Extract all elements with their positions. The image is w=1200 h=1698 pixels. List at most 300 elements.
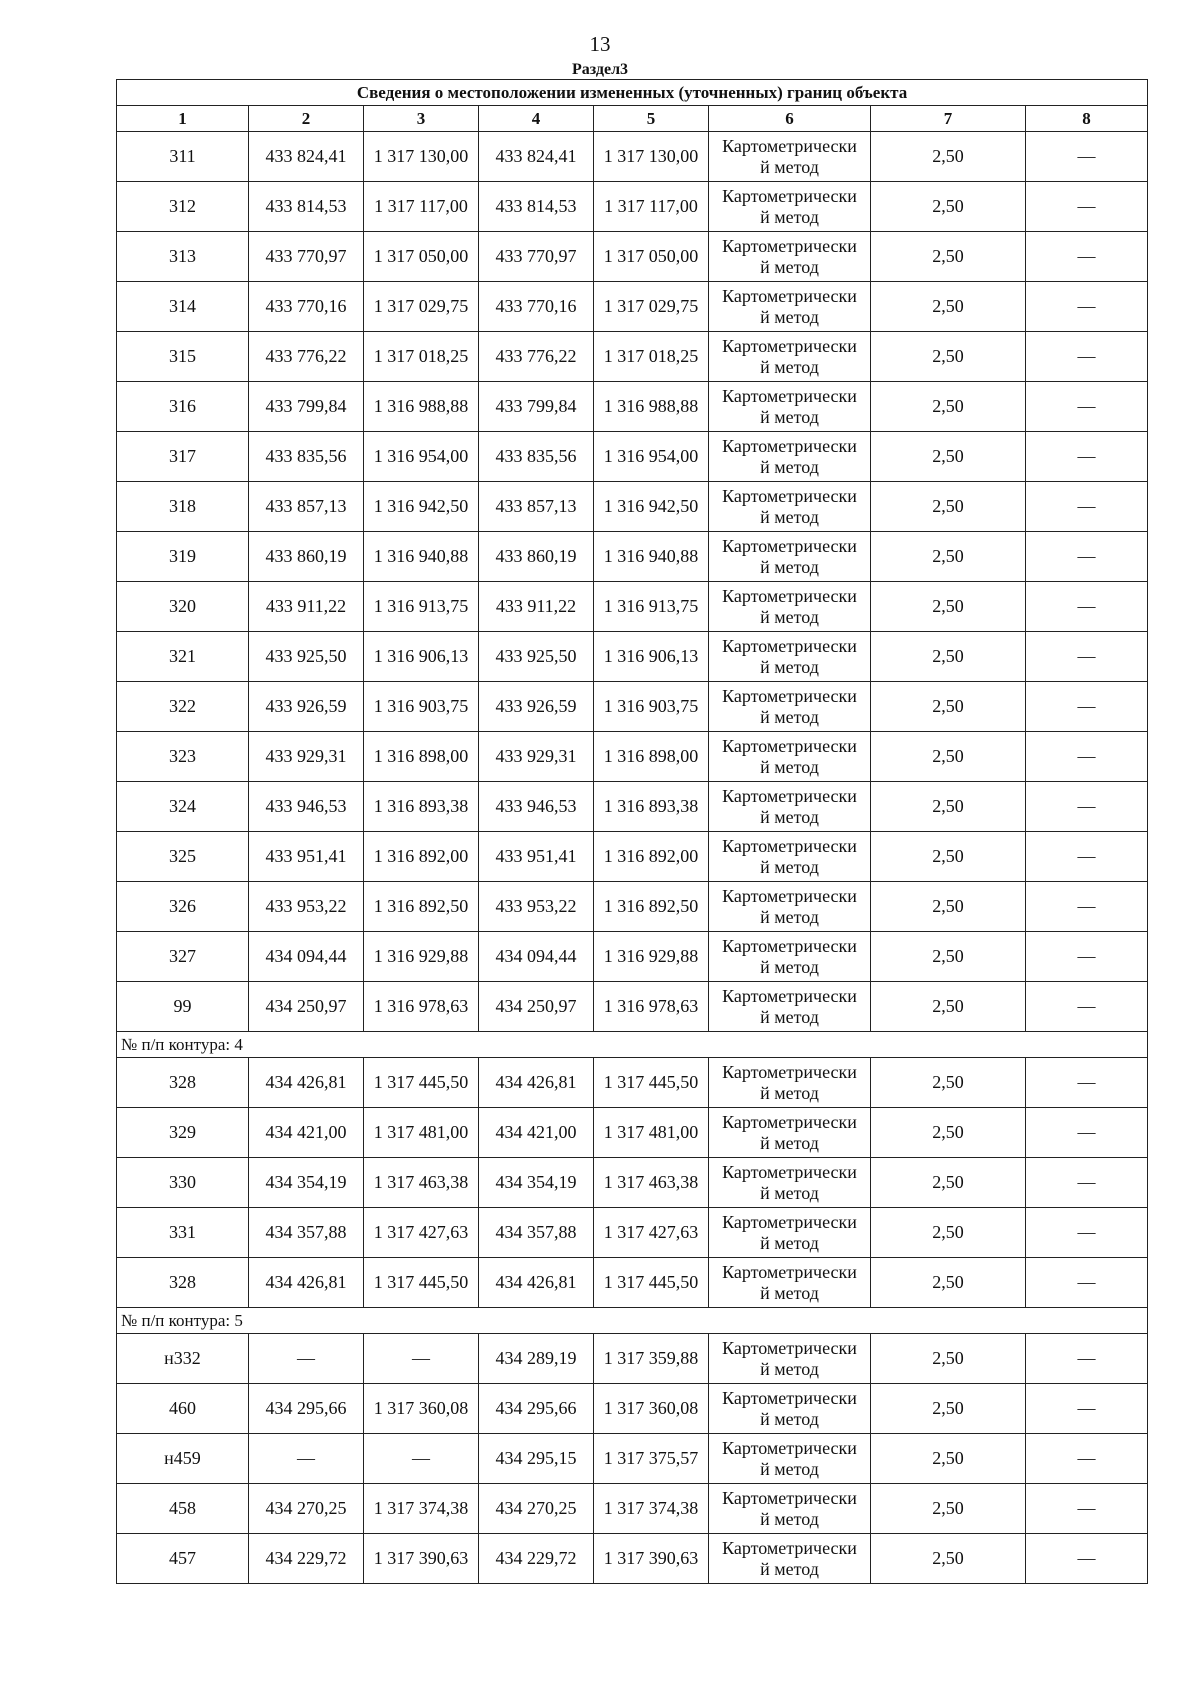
table-row xyxy=(117,832,1148,882)
old-x-cell: 434 421,00 xyxy=(249,1108,364,1158)
method-line: Картометрически xyxy=(722,385,857,406)
description-cell: — xyxy=(1026,1334,1148,1384)
description-cell: — xyxy=(1026,682,1148,732)
method-cell xyxy=(709,732,871,782)
method-line: Картометрически xyxy=(722,985,857,1006)
method-line: й метод xyxy=(760,1408,819,1429)
method-cell xyxy=(709,582,871,632)
table-row xyxy=(117,1384,1148,1434)
method-cell xyxy=(709,1158,871,1208)
accuracy-cell: 2,50 xyxy=(871,1108,1026,1158)
accuracy-cell: 2,50 xyxy=(871,182,1026,232)
accuracy-cell: 2,50 xyxy=(871,582,1026,632)
method-line: Картометрически xyxy=(722,735,857,756)
point-number-cell: 330 xyxy=(117,1158,249,1208)
new-y-cell: 1 316 892,50 xyxy=(594,882,709,932)
column-header: 6 xyxy=(709,106,871,132)
new-y-cell: 1 317 463,38 xyxy=(594,1158,709,1208)
method-line: й метод xyxy=(760,1082,819,1103)
method-cell xyxy=(709,932,871,982)
new-x-cell: 434 426,81 xyxy=(479,1258,594,1308)
description-cell: — xyxy=(1026,782,1148,832)
description-cell: — xyxy=(1026,282,1148,332)
method-cell xyxy=(709,232,871,282)
old-x-cell: — xyxy=(249,1334,364,1384)
method-line: й метод xyxy=(760,756,819,777)
point-number-cell: 319 xyxy=(117,532,249,582)
new-x-cell: 433 857,13 xyxy=(479,482,594,532)
method-line: Картометрически xyxy=(722,435,857,456)
old-y-cell: 1 317 390,63 xyxy=(364,1534,479,1584)
old-x-cell: 433 857,13 xyxy=(249,482,364,532)
method-line: й метод xyxy=(760,606,819,627)
method-line: й метод xyxy=(760,1458,819,1479)
new-x-cell: 433 814,53 xyxy=(479,182,594,232)
old-y-cell: 1 316 906,13 xyxy=(364,632,479,682)
method-line: Картометрически xyxy=(722,1437,857,1458)
description-cell: — xyxy=(1026,1108,1148,1158)
method-line: й метод xyxy=(760,1558,819,1579)
description-cell: — xyxy=(1026,332,1148,382)
new-x-cell: 433 926,59 xyxy=(479,682,594,732)
accuracy-cell: 2,50 xyxy=(871,332,1026,382)
old-y-cell: 1 317 445,50 xyxy=(364,1058,479,1108)
description-cell: — xyxy=(1026,132,1148,182)
old-y-cell: — xyxy=(364,1434,479,1484)
new-y-cell: 1 317 018,25 xyxy=(594,332,709,382)
method-cell xyxy=(709,382,871,432)
method-line: Картометрически xyxy=(722,1161,857,1182)
point-number-cell: 320 xyxy=(117,582,249,632)
table-row xyxy=(117,1334,1148,1384)
old-y-cell: 1 317 374,38 xyxy=(364,1484,479,1534)
old-x-cell: 434 250,97 xyxy=(249,982,364,1032)
new-y-cell: 1 316 913,75 xyxy=(594,582,709,632)
method-line: й метод xyxy=(760,1006,819,1027)
method-line: Картометрически xyxy=(722,835,857,856)
old-y-cell: 1 316 940,88 xyxy=(364,532,479,582)
old-x-cell: 433 951,41 xyxy=(249,832,364,882)
method-line: Картометрически xyxy=(722,885,857,906)
point-number-cell: 327 xyxy=(117,932,249,982)
old-y-cell: 1 317 050,00 xyxy=(364,232,479,282)
old-x-cell: 434 094,44 xyxy=(249,932,364,982)
method-line: Картометрически xyxy=(722,485,857,506)
contour-label: № п/п контура: 5 xyxy=(117,1308,1148,1334)
point-number-cell: 324 xyxy=(117,782,249,832)
accuracy-cell: 2,50 xyxy=(871,1434,1026,1484)
old-y-cell: 1 317 029,75 xyxy=(364,282,479,332)
new-x-cell: 434 357,88 xyxy=(479,1208,594,1258)
method-cell xyxy=(709,882,871,932)
new-y-cell: 1 317 445,50 xyxy=(594,1258,709,1308)
method-line: Картометрически xyxy=(722,585,857,606)
accuracy-cell: 2,50 xyxy=(871,1208,1026,1258)
old-x-cell: 434 229,72 xyxy=(249,1534,364,1584)
old-x-cell: — xyxy=(249,1434,364,1484)
method-cell xyxy=(709,832,871,882)
method-line: й метод xyxy=(760,556,819,577)
new-y-cell: 1 317 427,63 xyxy=(594,1208,709,1258)
new-y-cell: 1 317 481,00 xyxy=(594,1108,709,1158)
new-x-cell: 433 776,22 xyxy=(479,332,594,382)
point-number-cell: 323 xyxy=(117,732,249,782)
old-x-cell: 433 929,31 xyxy=(249,732,364,782)
method-line: Картометрически xyxy=(722,1337,857,1358)
method-cell xyxy=(709,332,871,382)
new-x-cell: 433 770,16 xyxy=(479,282,594,332)
description-cell: — xyxy=(1026,982,1148,1032)
description-cell: — xyxy=(1026,582,1148,632)
table-caption: Сведения о местоположении измененных (уточненных) границ объекта xyxy=(117,80,1148,106)
method-cell xyxy=(709,782,871,832)
accuracy-cell: 2,50 xyxy=(871,982,1026,1032)
method-line: Картометрически xyxy=(722,185,857,206)
method-cell xyxy=(709,982,871,1032)
method-line: й метод xyxy=(760,806,819,827)
method-line: й метод xyxy=(760,156,819,177)
description-cell: — xyxy=(1026,1158,1148,1208)
old-y-cell: 1 316 892,00 xyxy=(364,832,479,882)
point-number-cell: 460 xyxy=(117,1384,249,1434)
new-y-cell: 1 316 903,75 xyxy=(594,682,709,732)
table-row xyxy=(117,582,1148,632)
table-row xyxy=(117,132,1148,182)
new-y-cell: 1 316 929,88 xyxy=(594,932,709,982)
old-x-cell: 434 270,25 xyxy=(249,1484,364,1534)
new-x-cell: 434 270,25 xyxy=(479,1484,594,1534)
new-x-cell: 434 354,19 xyxy=(479,1158,594,1208)
old-y-cell: 1 317 360,08 xyxy=(364,1384,479,1434)
method-cell xyxy=(709,432,871,482)
table-row xyxy=(117,982,1148,1032)
method-cell xyxy=(709,682,871,732)
method-line: й метод xyxy=(760,1132,819,1153)
new-y-cell: 1 316 898,00 xyxy=(594,732,709,782)
description-cell: — xyxy=(1026,732,1148,782)
method-line: Картометрически xyxy=(722,635,857,656)
table-row xyxy=(117,732,1148,782)
accuracy-cell: 2,50 xyxy=(871,732,1026,782)
table-row xyxy=(117,1534,1148,1584)
method-line: Картометрически xyxy=(722,135,857,156)
old-x-cell: 434 357,88 xyxy=(249,1208,364,1258)
new-x-cell: 434 421,00 xyxy=(479,1108,594,1158)
contour-row xyxy=(117,1308,1148,1334)
method-line: Картометрически xyxy=(722,1211,857,1232)
old-x-cell: 433 926,59 xyxy=(249,682,364,732)
point-number-cell: 311 xyxy=(117,132,249,182)
new-x-cell: 433 770,97 xyxy=(479,232,594,282)
old-x-cell: 433 946,53 xyxy=(249,782,364,832)
method-cell xyxy=(709,1484,871,1534)
method-line: й метод xyxy=(760,1358,819,1379)
old-x-cell: 433 814,53 xyxy=(249,182,364,232)
accuracy-cell: 2,50 xyxy=(871,1534,1026,1584)
method-line: Картометрически xyxy=(722,535,857,556)
method-cell xyxy=(709,1208,871,1258)
page-number: 13 xyxy=(589,32,611,56)
old-y-cell: 1 316 913,75 xyxy=(364,582,479,632)
description-cell: — xyxy=(1026,932,1148,982)
old-x-cell: 434 295,66 xyxy=(249,1384,364,1434)
new-y-cell: 1 316 954,00 xyxy=(594,432,709,482)
new-x-cell: 434 094,44 xyxy=(479,932,594,982)
new-y-cell: 1 317 360,08 xyxy=(594,1384,709,1434)
method-line: Картометрически xyxy=(722,1387,857,1408)
new-y-cell: 1 317 374,38 xyxy=(594,1484,709,1534)
table-row xyxy=(117,1258,1148,1308)
old-y-cell: — xyxy=(364,1334,479,1384)
old-y-cell: 1 317 018,25 xyxy=(364,332,479,382)
table-row xyxy=(117,932,1148,982)
accuracy-cell: 2,50 xyxy=(871,432,1026,482)
new-x-cell: 434 250,97 xyxy=(479,982,594,1032)
new-x-cell: 434 426,81 xyxy=(479,1058,594,1108)
method-line: й метод xyxy=(760,306,819,327)
point-number-cell: 312 xyxy=(117,182,249,232)
method-line: й метод xyxy=(760,1182,819,1203)
section-title: Раздел3 xyxy=(571,61,629,78)
point-number-cell: 314 xyxy=(117,282,249,332)
description-cell: — xyxy=(1026,1384,1148,1434)
old-y-cell: 1 317 463,38 xyxy=(364,1158,479,1208)
table-row xyxy=(117,382,1148,432)
column-header-row xyxy=(117,106,1148,132)
old-x-cell: 433 911,22 xyxy=(249,582,364,632)
point-number-cell: 328 xyxy=(117,1258,249,1308)
column-header: 3 xyxy=(364,106,479,132)
new-x-cell: 433 929,31 xyxy=(479,732,594,782)
table-row xyxy=(117,182,1148,232)
column-header: 1 xyxy=(117,106,249,132)
table-row xyxy=(117,1208,1148,1258)
column-header: 7 xyxy=(871,106,1026,132)
accuracy-cell: 2,50 xyxy=(871,132,1026,182)
accuracy-cell: 2,50 xyxy=(871,632,1026,682)
point-number-cell: 328 xyxy=(117,1058,249,1108)
method-cell xyxy=(709,1058,871,1108)
description-cell: — xyxy=(1026,532,1148,582)
old-x-cell: 434 354,19 xyxy=(249,1158,364,1208)
new-y-cell: 1 317 117,00 xyxy=(594,182,709,232)
method-line: й метод xyxy=(760,856,819,877)
new-x-cell: 433 835,56 xyxy=(479,432,594,482)
new-y-cell: 1 316 940,88 xyxy=(594,532,709,582)
old-x-cell: 433 770,16 xyxy=(249,282,364,332)
new-y-cell: 1 317 029,75 xyxy=(594,282,709,332)
accuracy-cell: 2,50 xyxy=(871,532,1026,582)
method-line: й метод xyxy=(760,656,819,677)
new-y-cell: 1 317 445,50 xyxy=(594,1058,709,1108)
point-number-cell: 99 xyxy=(117,982,249,1032)
description-cell: — xyxy=(1026,382,1148,432)
method-cell xyxy=(709,482,871,532)
accuracy-cell: 2,50 xyxy=(871,1158,1026,1208)
new-x-cell: 433 953,22 xyxy=(479,882,594,932)
method-line: й метод xyxy=(760,906,819,927)
method-cell xyxy=(709,282,871,332)
new-x-cell: 433 925,50 xyxy=(479,632,594,682)
old-x-cell: 433 824,41 xyxy=(249,132,364,182)
point-number-cell: 315 xyxy=(117,332,249,382)
new-x-cell: 433 911,22 xyxy=(479,582,594,632)
description-cell: — xyxy=(1026,1484,1148,1534)
method-cell xyxy=(709,1258,871,1308)
accuracy-cell: 2,50 xyxy=(871,882,1026,932)
method-cell xyxy=(709,182,871,232)
point-number-cell: 316 xyxy=(117,382,249,432)
old-x-cell: 433 776,22 xyxy=(249,332,364,382)
old-x-cell: 433 860,19 xyxy=(249,532,364,582)
old-y-cell: 1 316 954,00 xyxy=(364,432,479,482)
table-row xyxy=(117,1108,1148,1158)
method-line: й метод xyxy=(760,1282,819,1303)
method-cell xyxy=(709,532,871,582)
old-y-cell: 1 316 893,38 xyxy=(364,782,479,832)
accuracy-cell: 2,50 xyxy=(871,782,1026,832)
old-y-cell: 1 317 117,00 xyxy=(364,182,479,232)
new-x-cell: 433 946,53 xyxy=(479,782,594,832)
table-row xyxy=(117,432,1148,482)
description-cell: — xyxy=(1026,832,1148,882)
table-row xyxy=(117,882,1148,932)
new-x-cell: 433 824,41 xyxy=(479,132,594,182)
description-cell: — xyxy=(1026,1258,1148,1308)
description-cell: — xyxy=(1026,1208,1148,1258)
method-line: Картометрически xyxy=(722,1537,857,1558)
table-row xyxy=(117,532,1148,582)
accuracy-cell: 2,50 xyxy=(871,1384,1026,1434)
method-cell xyxy=(709,632,871,682)
method-line: Картометрически xyxy=(722,935,857,956)
old-x-cell: 433 770,97 xyxy=(249,232,364,282)
point-number-cell: 325 xyxy=(117,832,249,882)
new-y-cell: 1 316 942,50 xyxy=(594,482,709,532)
table-row xyxy=(117,1434,1148,1484)
new-y-cell: 1 317 375,57 xyxy=(594,1434,709,1484)
new-x-cell: 434 289,19 xyxy=(479,1334,594,1384)
column-header: 8 xyxy=(1026,106,1148,132)
point-number-cell: 321 xyxy=(117,632,249,682)
old-y-cell: 1 316 978,63 xyxy=(364,982,479,1032)
point-number-cell: 457 xyxy=(117,1534,249,1584)
description-cell: — xyxy=(1026,1434,1148,1484)
method-line: Картометрически xyxy=(722,1487,857,1508)
accuracy-cell: 2,50 xyxy=(871,1258,1026,1308)
table-row xyxy=(117,1058,1148,1108)
old-x-cell: 434 426,81 xyxy=(249,1258,364,1308)
description-cell: — xyxy=(1026,882,1148,932)
old-y-cell: 1 316 929,88 xyxy=(364,932,479,982)
table-row xyxy=(117,282,1148,332)
accuracy-cell: 2,50 xyxy=(871,1484,1026,1534)
accuracy-cell: 2,50 xyxy=(871,1334,1026,1384)
new-y-cell: 1 316 988,88 xyxy=(594,382,709,432)
description-cell: — xyxy=(1026,232,1148,282)
old-x-cell: 433 835,56 xyxy=(249,432,364,482)
old-x-cell: 433 953,22 xyxy=(249,882,364,932)
point-number-cell: 329 xyxy=(117,1108,249,1158)
method-cell xyxy=(709,1384,871,1434)
new-y-cell: 1 317 130,00 xyxy=(594,132,709,182)
old-y-cell: 1 317 481,00 xyxy=(364,1108,479,1158)
new-y-cell: 1 316 892,00 xyxy=(594,832,709,882)
description-cell: — xyxy=(1026,482,1148,532)
point-number-cell: н459 xyxy=(117,1434,249,1484)
method-line: Картометрически xyxy=(722,785,857,806)
method-line: Картометрически xyxy=(722,1061,857,1082)
old-y-cell: 1 316 898,00 xyxy=(364,732,479,782)
new-y-cell: 1 317 390,63 xyxy=(594,1534,709,1584)
method-line: й метод xyxy=(760,1232,819,1253)
point-number-cell: 458 xyxy=(117,1484,249,1534)
accuracy-cell: 2,50 xyxy=(871,482,1026,532)
table-row xyxy=(117,332,1148,382)
old-y-cell: 1 317 130,00 xyxy=(364,132,479,182)
old-x-cell: 434 426,81 xyxy=(249,1058,364,1108)
table-row xyxy=(117,682,1148,732)
column-header: 5 xyxy=(594,106,709,132)
accuracy-cell: 2,50 xyxy=(871,282,1026,332)
method-line: Картометрически xyxy=(722,285,857,306)
point-number-cell: 317 xyxy=(117,432,249,482)
method-cell xyxy=(709,1534,871,1584)
method-cell xyxy=(709,132,871,182)
new-y-cell: 1 316 893,38 xyxy=(594,782,709,832)
method-line: й метод xyxy=(760,1508,819,1529)
old-y-cell: 1 316 903,75 xyxy=(364,682,479,732)
method-cell xyxy=(709,1334,871,1384)
point-number-cell: 326 xyxy=(117,882,249,932)
old-y-cell: 1 317 427,63 xyxy=(364,1208,479,1258)
table-row xyxy=(117,782,1148,832)
point-number-cell: н332 xyxy=(117,1334,249,1384)
table-row xyxy=(117,232,1148,282)
point-number-cell: 318 xyxy=(117,482,249,532)
new-y-cell: 1 317 050,00 xyxy=(594,232,709,282)
method-line: й метод xyxy=(760,206,819,227)
table-row xyxy=(117,482,1148,532)
contour-row xyxy=(117,1032,1148,1058)
point-number-cell: 322 xyxy=(117,682,249,732)
column-header: 4 xyxy=(479,106,594,132)
old-y-cell: 1 316 942,50 xyxy=(364,482,479,532)
old-x-cell: 433 799,84 xyxy=(249,382,364,432)
method-line: Картометрически xyxy=(722,235,857,256)
method-cell xyxy=(709,1108,871,1158)
accuracy-cell: 2,50 xyxy=(871,932,1026,982)
method-line: й метод xyxy=(760,406,819,427)
new-y-cell: 1 317 359,88 xyxy=(594,1334,709,1384)
table-row xyxy=(117,632,1148,682)
accuracy-cell: 2,50 xyxy=(871,1058,1026,1108)
old-y-cell: 1 316 892,50 xyxy=(364,882,479,932)
old-x-cell: 433 925,50 xyxy=(249,632,364,682)
description-cell: — xyxy=(1026,632,1148,682)
accuracy-cell: 2,50 xyxy=(871,382,1026,432)
accuracy-cell: 2,50 xyxy=(871,232,1026,282)
old-y-cell: 1 316 988,88 xyxy=(364,382,479,432)
description-cell: — xyxy=(1026,432,1148,482)
method-line: й метод xyxy=(760,256,819,277)
table-body xyxy=(117,80,1148,1584)
coordinates-table xyxy=(116,79,1148,1584)
new-x-cell: 434 295,66 xyxy=(479,1384,594,1434)
contour-label: № п/п контура: 4 xyxy=(117,1032,1148,1058)
column-header: 2 xyxy=(249,106,364,132)
accuracy-cell: 2,50 xyxy=(871,682,1026,732)
